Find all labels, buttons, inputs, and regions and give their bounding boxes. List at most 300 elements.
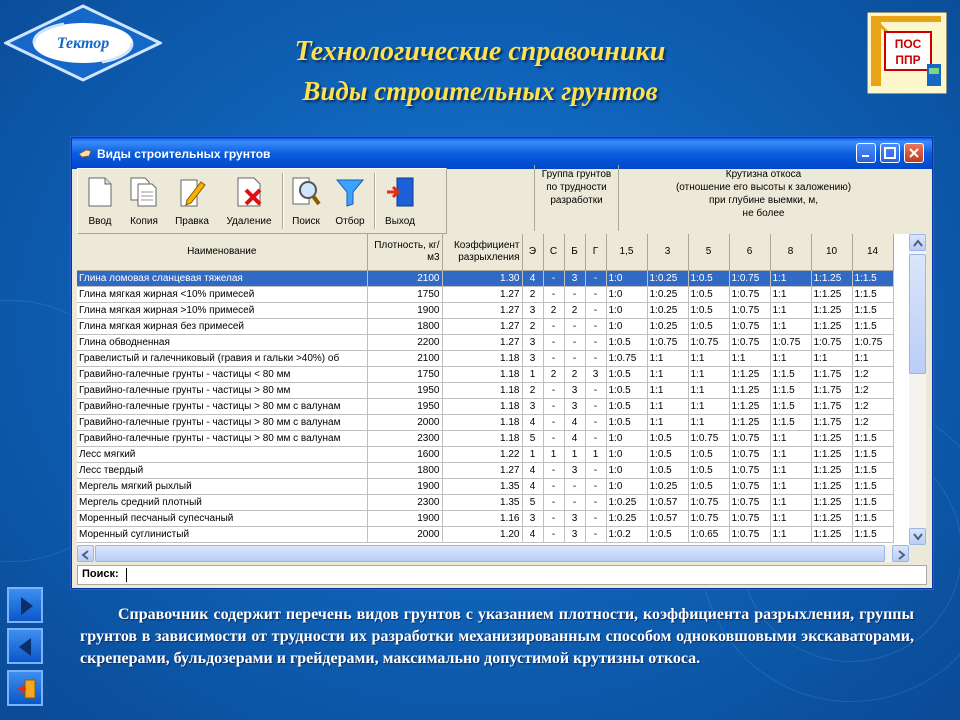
table-cell: 2: [564, 303, 585, 319]
soil-table: [77, 234, 894, 543]
table-cell: 1:0.5: [647, 463, 688, 479]
table-cell: 1:1.25: [729, 367, 770, 383]
table-cell: 2: [543, 367, 564, 383]
copy-icon: [129, 176, 159, 208]
table-cell: Мергель средний плотный: [77, 495, 367, 511]
table-cell: -: [585, 271, 606, 287]
toolbar-edit-button[interactable]: [168, 173, 216, 229]
app-window: [71, 137, 933, 589]
table-row[interactable]: [77, 351, 893, 367]
table-cell: 1:1.25: [811, 495, 852, 511]
next-slide-button[interactable]: [7, 587, 43, 623]
table-cell: 1:1.25: [729, 383, 770, 399]
table-row[interactable]: [77, 495, 893, 511]
chevron-down-icon: [913, 533, 923, 541]
table-cell: 1:1: [770, 527, 811, 543]
table-cell: -: [585, 431, 606, 447]
table-row[interactable]: [77, 383, 893, 399]
table-cell: 1.18: [442, 431, 522, 447]
table-cell: 1:1.25: [729, 415, 770, 431]
table-cell: Гравийно-галечные грунты - частицы > 80 мм с валунам: [77, 431, 367, 447]
filter-icon: [335, 176, 365, 208]
table-cell: 1:1: [647, 415, 688, 431]
table-cell: 1.27: [442, 319, 522, 335]
table-cell: -: [564, 351, 585, 367]
scroll-right-button[interactable]: [892, 545, 909, 562]
table-cell: 2: [522, 383, 543, 399]
table-row[interactable]: [77, 511, 893, 527]
table-cell: 1:0.5: [688, 463, 729, 479]
table-cell: 1:1.5: [770, 399, 811, 415]
table-cell: 1: [585, 447, 606, 463]
pencil-icon: [177, 176, 207, 208]
column-header[interactable]: Э: [522, 234, 543, 271]
table-cell: 2: [543, 303, 564, 319]
table-cell: 3: [522, 399, 543, 415]
table-cell: -: [564, 287, 585, 303]
table-cell: 1:1: [647, 383, 688, 399]
table-cell: 3: [522, 511, 543, 527]
table-cell: 4: [522, 463, 543, 479]
table-cell: 1:1.25: [811, 511, 852, 527]
table-cell: 1:1.5: [852, 431, 893, 447]
table-cell: 2: [522, 319, 543, 335]
toolbar-separator: [282, 173, 284, 229]
table-cell: 3: [522, 351, 543, 367]
table-cell: 1:0.75: [729, 527, 770, 543]
table-cell: 1:1: [688, 399, 729, 415]
table-cell: Гравийно-галечные грунты - частицы > 80 мм: [77, 383, 367, 399]
table-cell: -: [564, 495, 585, 511]
table-cell: 1:0.65: [688, 527, 729, 543]
column-header[interactable]: Коэффициент разрыхления: [442, 234, 522, 271]
table-cell: Моренный песчаный супесчаный: [77, 511, 367, 527]
svg-text:ПОС: ПОС: [894, 37, 922, 51]
table-cell: 1:1.25: [811, 431, 852, 447]
table-cell: 1:1: [770, 271, 811, 287]
table-cell: 1800: [367, 319, 442, 335]
table-cell: -: [585, 383, 606, 399]
horizontal-scrollbar[interactable]: [77, 545, 909, 562]
table-cell: 2000: [367, 415, 442, 431]
table-row[interactable]: [77, 367, 893, 383]
table-cell: Гравелистый и галечниковый (гравия и гальки >40%) об: [77, 351, 367, 367]
soil-grid[interactable]: [77, 234, 909, 545]
table-row[interactable]: [77, 447, 893, 463]
table-cell: 1:0.75: [688, 431, 729, 447]
table-cell: 1:0.57: [647, 495, 688, 511]
table-cell: -: [543, 351, 564, 367]
table-row[interactable]: [77, 303, 893, 319]
table-cell: 1.22: [442, 447, 522, 463]
scroll-thumb[interactable]: [95, 545, 885, 562]
table-cell: 3: [522, 335, 543, 351]
table-cell: -: [543, 383, 564, 399]
table-header-row: [77, 234, 893, 271]
table-cell: 1:1.5: [852, 527, 893, 543]
table-cell: -: [543, 287, 564, 303]
table-cell: 1:1: [811, 351, 852, 367]
table-cell: 1:1.75: [811, 399, 852, 415]
table-cell: 1:1.75: [811, 415, 852, 431]
table-cell: 1:1.5: [770, 367, 811, 383]
table-row[interactable]: [77, 415, 893, 431]
table-cell: 1:1.25: [811, 303, 852, 319]
slope-header-line: не более: [742, 208, 785, 219]
toolbar-label: Выход: [385, 216, 415, 227]
table-cell: 1.20: [442, 527, 522, 543]
table-cell: 2100: [367, 351, 442, 367]
table-cell: 1:0.2: [606, 527, 647, 543]
slope-header-line: (отношение его высоты к заложению): [675, 182, 852, 193]
table-cell: 4: [522, 415, 543, 431]
exit-slide-button[interactable]: [7, 670, 43, 706]
table-cell: 1:1: [770, 431, 811, 447]
column-header[interactable]: 10: [811, 234, 852, 271]
table-cell: -: [543, 479, 564, 495]
table-cell: 3: [522, 303, 543, 319]
table-cell: 3: [564, 463, 585, 479]
window-title: Виды строительных грунтов: [97, 147, 271, 161]
table-cell: 1:1.5: [852, 479, 893, 495]
table-cell: 5: [522, 431, 543, 447]
toolbar-delete-button[interactable]: [220, 173, 278, 229]
column-header[interactable]: 3: [647, 234, 688, 271]
table-cell: -: [585, 527, 606, 543]
table-cell: 1:0.5: [606, 367, 647, 383]
search-caret: [126, 568, 127, 582]
table-cell: 1:0.5: [647, 527, 688, 543]
table-cell: 1:1.25: [811, 447, 852, 463]
table-cell: Моренный суглинистый: [77, 527, 367, 543]
table-cell: 1:0.75: [729, 431, 770, 447]
table-cell: -: [543, 271, 564, 287]
table-cell: 1:0.5: [688, 319, 729, 335]
table-row[interactable]: [77, 399, 893, 415]
table-cell: 3: [564, 271, 585, 287]
table-cell: -: [585, 319, 606, 335]
table-cell: 1.18: [442, 415, 522, 431]
exit-door-icon: [385, 176, 415, 208]
table-cell: Глина мягкая жирная >10% примесей: [77, 303, 367, 319]
table-cell: 1:0.75: [647, 335, 688, 351]
table-cell: 1:1: [688, 415, 729, 431]
table-cell: 1: [543, 447, 564, 463]
table-cell: 1.35: [442, 479, 522, 495]
table-cell: Глина ломовая сланцевая тяжелая: [77, 271, 367, 287]
table-cell: 1:0: [606, 287, 647, 303]
table-cell: 1:1.5: [852, 271, 893, 287]
table-cell: 1:1: [688, 351, 729, 367]
table-cell: 1.18: [442, 367, 522, 383]
table-cell: 2100: [367, 271, 442, 287]
table-cell: 1:0.75: [729, 271, 770, 287]
table-cell: 4: [522, 527, 543, 543]
table-cell: 1:1: [770, 287, 811, 303]
column-header[interactable]: Г: [585, 234, 606, 271]
maximize-button[interactable]: [880, 143, 900, 163]
table-cell: -: [543, 463, 564, 479]
table-cell: 1.27: [442, 335, 522, 351]
table-cell: 1:0.5: [688, 271, 729, 287]
table-row[interactable]: [77, 527, 893, 543]
table-row[interactable]: [77, 479, 893, 495]
slope-header-line: Крутизна откоса: [725, 169, 802, 180]
table-cell: 1.18: [442, 399, 522, 415]
table-row[interactable]: [77, 287, 893, 303]
table-cell: -: [585, 495, 606, 511]
table-cell: 1:1.25: [811, 463, 852, 479]
group-header: [534, 165, 618, 231]
table-cell: 1:0.25: [606, 511, 647, 527]
column-header[interactable]: 8: [770, 234, 811, 271]
table-cell: 2300: [367, 495, 442, 511]
table-cell: 1:0.25: [647, 271, 688, 287]
table-cell: Глина мягкая жирная <10% примесей: [77, 287, 367, 303]
table-cell: 1:1: [688, 383, 729, 399]
table-cell: 1:1: [852, 351, 893, 367]
toolbar-label: Копия: [130, 216, 158, 227]
table-cell: 1:0.5: [688, 303, 729, 319]
table-cell: 1:1.25: [811, 479, 852, 495]
table-cell: 1750: [367, 287, 442, 303]
minimize-button[interactable]: [856, 143, 876, 163]
table-cell: 1.18: [442, 351, 522, 367]
table-cell: 1:1.25: [811, 527, 852, 543]
table-cell: 1950: [367, 399, 442, 415]
hand-icon: [79, 147, 91, 157]
table-cell: 1:1: [688, 367, 729, 383]
table-cell: 1:1: [770, 447, 811, 463]
toolbar-exit-button[interactable]: [378, 173, 422, 229]
table-cell: 1:1.5: [770, 383, 811, 399]
column-header[interactable]: Б: [564, 234, 585, 271]
table-cell: -: [543, 319, 564, 335]
table-cell: 1:0.75: [729, 511, 770, 527]
table-cell: 1:2: [852, 399, 893, 415]
table-cell: Глина обводненная: [77, 335, 367, 351]
column-header[interactable]: 6: [729, 234, 770, 271]
table-cell: -: [585, 479, 606, 495]
table-cell: Лесс твердый: [77, 463, 367, 479]
table-cell: -: [543, 431, 564, 447]
table-cell: 1:0.75: [852, 335, 893, 351]
table-cell: 1:0.5: [647, 447, 688, 463]
table-cell: 1:1.25: [811, 287, 852, 303]
table-cell: 1:0.75: [729, 463, 770, 479]
toolbar-label: Удаление: [226, 216, 272, 227]
table-cell: -: [564, 319, 585, 335]
table-cell: 1950: [367, 383, 442, 399]
table-cell: 1:0: [606, 479, 647, 495]
table-cell: -: [585, 399, 606, 415]
table-cell: 1:0.25: [647, 319, 688, 335]
table-cell: 1.16: [442, 511, 522, 527]
table-cell: 1:1: [770, 303, 811, 319]
exit-door-icon: [16, 679, 36, 699]
minimize-icon: [860, 147, 872, 159]
column-header[interactable]: 5: [688, 234, 729, 271]
table-cell: 1:0.75: [729, 287, 770, 303]
table-cell: -: [543, 495, 564, 511]
table-cell: Мергель мягкий рыхлый: [77, 479, 367, 495]
toolbar-separator: [374, 173, 376, 229]
maximize-icon: [884, 147, 896, 159]
table-cell: 1:0.25: [647, 479, 688, 495]
table-row[interactable]: [77, 463, 893, 479]
table-cell: 1:0: [606, 431, 647, 447]
table-cell: 1:1: [770, 495, 811, 511]
scroll-left-button[interactable]: [77, 545, 94, 562]
table-cell: 5: [522, 495, 543, 511]
table-cell: 1:0.75: [688, 335, 729, 351]
table-cell: 1:0.75: [688, 511, 729, 527]
table-cell: 3: [564, 383, 585, 399]
table-cell: 1:0.5: [688, 479, 729, 495]
table-cell: 1.35: [442, 495, 522, 511]
table-cell: 1:2: [852, 383, 893, 399]
table-row[interactable]: [77, 431, 893, 447]
table-cell: 1:0.75: [729, 335, 770, 351]
table-cell: 1: [522, 367, 543, 383]
table-cell: 1.27: [442, 463, 522, 479]
table-cell: Гравийно-галечные грунты - частицы > 80 мм с валунам: [77, 415, 367, 431]
table-cell: 1:2: [852, 367, 893, 383]
table-cell: 1:0.5: [606, 399, 647, 415]
column-header[interactable]: Наименование: [77, 234, 367, 271]
table-cell: Лесс мягкий: [77, 447, 367, 463]
chevron-left-icon: [81, 550, 91, 560]
table-cell: 1:0.75: [688, 495, 729, 511]
table-cell: 1:1.25: [811, 271, 852, 287]
scroll-up-button[interactable]: [909, 234, 926, 251]
table-cell: -: [543, 511, 564, 527]
close-button[interactable]: [904, 143, 924, 163]
table-cell: 1: [522, 447, 543, 463]
table-cell: 1:1.5: [852, 303, 893, 319]
table-cell: 1.18: [442, 383, 522, 399]
table-cell: 1.27: [442, 287, 522, 303]
table-cell: 1:0.75: [606, 351, 647, 367]
table-cell: 1:1: [647, 351, 688, 367]
table-cell: 1:1.5: [852, 463, 893, 479]
scroll-thumb[interactable]: [909, 254, 926, 374]
table-cell: 1:0: [606, 303, 647, 319]
table-cell: 1:1.25: [811, 319, 852, 335]
delete-icon: [234, 176, 264, 208]
table-cell: 1:0: [606, 271, 647, 287]
table-cell: 1:0.25: [647, 287, 688, 303]
magnifier-icon: [291, 176, 321, 208]
table-cell: -: [585, 303, 606, 319]
table-cell: 1:0.75: [729, 479, 770, 495]
table-cell: Гравийно-галечные грунты - частицы > 80 мм с валунам: [77, 399, 367, 415]
table-cell: 4: [522, 271, 543, 287]
table-cell: 1:1.5: [852, 287, 893, 303]
group-header-text: Группа грунтов по трудности разработки: [541, 169, 612, 206]
table-cell: 1900: [367, 479, 442, 495]
table-cell: 1:0.25: [647, 303, 688, 319]
table-cell: 1:1.5: [852, 495, 893, 511]
table-cell: -: [585, 463, 606, 479]
toolbar: [77, 168, 447, 234]
table-cell: 1:1: [770, 319, 811, 335]
table-cell: 1:0.75: [729, 447, 770, 463]
table-cell: 1:0.57: [647, 511, 688, 527]
table-cell: 1:1.5: [770, 415, 811, 431]
table-cell: 1600: [367, 447, 442, 463]
table-cell: 1:1.5: [852, 447, 893, 463]
table-cell: 1:0.75: [770, 335, 811, 351]
toolbar-search-button[interactable]: [286, 173, 326, 229]
toolbar-add-button[interactable]: [80, 173, 120, 229]
table-cell: 1:1.5: [852, 511, 893, 527]
table-cell: 1:0.75: [729, 495, 770, 511]
table-cell: 1:0.5: [606, 383, 647, 399]
search-bar[interactable]: [77, 565, 927, 585]
table-cell: 1:0.5: [606, 415, 647, 431]
slide-description: Справочник содержит перечень видов грунтов с указанием плотности, коэффициента разрыхления, группы грунтов в зависимости от трудности их разработки механизированным способом одноковшовыми экскаваторами, скреперами, бульдозерами и грейдерами, максимально допустимой крутизны откоса.: [80, 606, 914, 667]
slope-header: [618, 165, 908, 231]
table-cell: 1:1.25: [729, 399, 770, 415]
table-cell: 1:1: [770, 511, 811, 527]
table-cell: Гравийно-галечные грунты - частицы < 80 мм: [77, 367, 367, 383]
column-header[interactable]: 1,5: [606, 234, 647, 271]
column-header[interactable]: 14: [852, 234, 893, 271]
table-cell: -: [585, 335, 606, 351]
table-cell: -: [543, 335, 564, 351]
table-cell: 1:0.5: [688, 287, 729, 303]
table-cell: -: [564, 335, 585, 351]
table-cell: -: [585, 415, 606, 431]
column-header[interactable]: С: [543, 234, 564, 271]
toolbar-label: Ввод: [88, 216, 112, 227]
vertical-scrollbar[interactable]: [909, 234, 926, 545]
toolbar-filter-button[interactable]: [330, 173, 370, 229]
toolbar-label: Отбор: [335, 216, 365, 227]
table-row[interactable]: [77, 271, 893, 287]
table-cell: 1:1: [770, 479, 811, 495]
table-cell: 3: [585, 367, 606, 383]
table-row[interactable]: [77, 335, 893, 351]
scroll-down-button[interactable]: [909, 528, 926, 545]
table-cell: -: [585, 351, 606, 367]
prev-slide-button[interactable]: [7, 628, 43, 664]
table-cell: 3: [564, 527, 585, 543]
table-cell: 1:1: [647, 399, 688, 415]
arrow-left-icon: [16, 637, 36, 657]
svg-text:Тектор: Тектор: [56, 35, 110, 52]
table-cell: 2200: [367, 335, 442, 351]
column-header[interactable]: Плотность, кг/м3: [367, 234, 442, 271]
chevron-up-icon: [913, 239, 923, 247]
table-cell: 1750: [367, 367, 442, 383]
search-label: Поиск:: [82, 568, 119, 580]
table-row[interactable]: [77, 319, 893, 335]
table-cell: 2300: [367, 431, 442, 447]
table-cell: -: [585, 287, 606, 303]
toolbar-label: Поиск: [292, 216, 320, 227]
table-cell: 1900: [367, 511, 442, 527]
table-cell: 1:0.5: [688, 447, 729, 463]
table-cell: 1:1.75: [811, 383, 852, 399]
table-cell: 1:0: [606, 463, 647, 479]
table-cell: -: [564, 479, 585, 495]
arrow-right-icon: [16, 596, 36, 616]
toolbar-copy-button[interactable]: [124, 173, 164, 229]
table-cell: 1:0: [606, 447, 647, 463]
table-cell: 2: [564, 367, 585, 383]
